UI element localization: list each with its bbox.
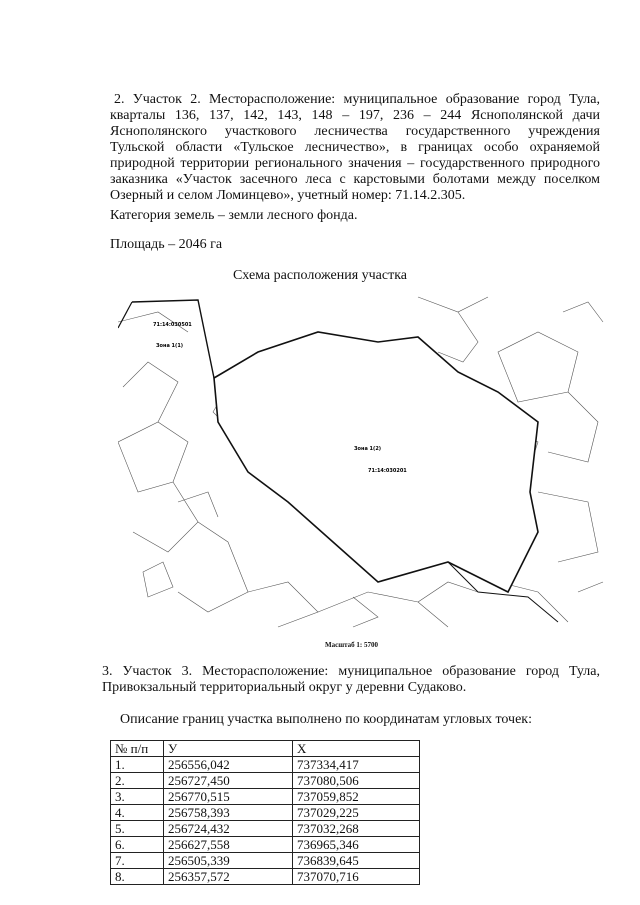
table-row bbox=[111, 821, 420, 837]
map-title: Схема расположения участка bbox=[232, 268, 408, 283]
cell-x: 737029,225 bbox=[293, 805, 420, 821]
cell-y: 256627,558 bbox=[164, 837, 293, 853]
cell-x: 736839,645 bbox=[293, 853, 420, 869]
table-row bbox=[111, 853, 420, 869]
cell-index: 2. bbox=[111, 773, 164, 789]
cell-index: 4. bbox=[111, 805, 164, 821]
location-map bbox=[118, 292, 606, 632]
map-drawing bbox=[118, 292, 606, 632]
sec3-word: 3. bbox=[102, 664, 113, 679]
cell-index: 6. bbox=[111, 837, 164, 853]
plot-area: Площадь – 2046 га bbox=[110, 237, 223, 252]
sec3-word: Тула, bbox=[569, 664, 600, 679]
cell-y: 256556,042 bbox=[164, 757, 293, 773]
cell-index: 7. bbox=[111, 853, 164, 869]
table-row bbox=[111, 805, 420, 821]
section-3-line-2: Привокзальный территориальный округ у деревни Судаково. bbox=[102, 680, 467, 695]
cell-index: 5. bbox=[111, 821, 164, 837]
section-2-text: 2. Участок 2. Месторасположение: муниципальное образование город Тула, кварталы 136, 137, 142, 143, 148 – 197, 236 – 244 Яснополянской дачи Яснополянского участкового лесничества государственного учреждения Тульской области «Тульское лесничество», в границах особо охраняемой природной территории регионального значения – государственного природного заказника «Участок засечного леса с карстовыми болотами между поселком Озерный и селом Ломинцево», учетный номер: 71.14.2.305. bbox=[110, 92, 600, 203]
sec3-word: Участок bbox=[122, 664, 172, 679]
land-category: Категория земель – земли лесного фонда. bbox=[110, 208, 358, 223]
sec3-word: муниципальное bbox=[338, 664, 433, 679]
cell-index: 3. bbox=[111, 789, 164, 805]
cadastral-label-2: 71:14:030201 bbox=[368, 468, 407, 474]
sec3-word: город bbox=[525, 664, 560, 679]
table-row bbox=[111, 757, 420, 773]
cell-y: 256505,339 bbox=[164, 853, 293, 869]
sec3-word: 3. bbox=[181, 664, 193, 679]
map-scale: Масштаб 1: 5700 bbox=[325, 641, 378, 649]
cell-x: 737334,417 bbox=[293, 757, 420, 773]
cell-x: 736965,346 bbox=[293, 837, 420, 853]
table-header-row bbox=[111, 741, 420, 757]
cell-y: 256357,572 bbox=[164, 869, 293, 885]
zone-label-1: Зона 1(1) bbox=[156, 343, 184, 349]
table-row bbox=[111, 869, 420, 885]
cadastral-label-1: 71:14:030501 bbox=[153, 322, 192, 328]
coordinates-table bbox=[110, 740, 420, 885]
cell-x: 737032,268 bbox=[293, 821, 420, 837]
cell-y: 256727,450 bbox=[164, 773, 293, 789]
cell-y: 256758,393 bbox=[164, 805, 293, 821]
zone-label-2: Зона 1(2) bbox=[354, 446, 382, 452]
cell-index: 8. bbox=[111, 869, 164, 885]
cell-y: 256724,432 bbox=[164, 821, 293, 837]
cell-x: 737070,716 bbox=[293, 869, 420, 885]
cell-index: 1. bbox=[111, 757, 164, 773]
header-index: № п/п bbox=[111, 741, 164, 757]
sec3-word: образование bbox=[442, 664, 516, 679]
section-3-line-1 bbox=[102, 664, 600, 680]
boundary-description: Описание границ участка выполнено по координатам угловых точек: bbox=[120, 712, 532, 727]
table-row bbox=[111, 837, 420, 853]
section-3-text bbox=[102, 664, 600, 696]
table-row bbox=[111, 789, 420, 805]
header-x: Х bbox=[293, 741, 420, 757]
table-row bbox=[111, 773, 420, 789]
header-y: У bbox=[164, 741, 293, 757]
cell-x: 737059,852 bbox=[293, 789, 420, 805]
cell-y: 256770,515 bbox=[164, 789, 293, 805]
sec3-word: Месторасположение: bbox=[202, 664, 329, 679]
cell-x: 737080,506 bbox=[293, 773, 420, 789]
